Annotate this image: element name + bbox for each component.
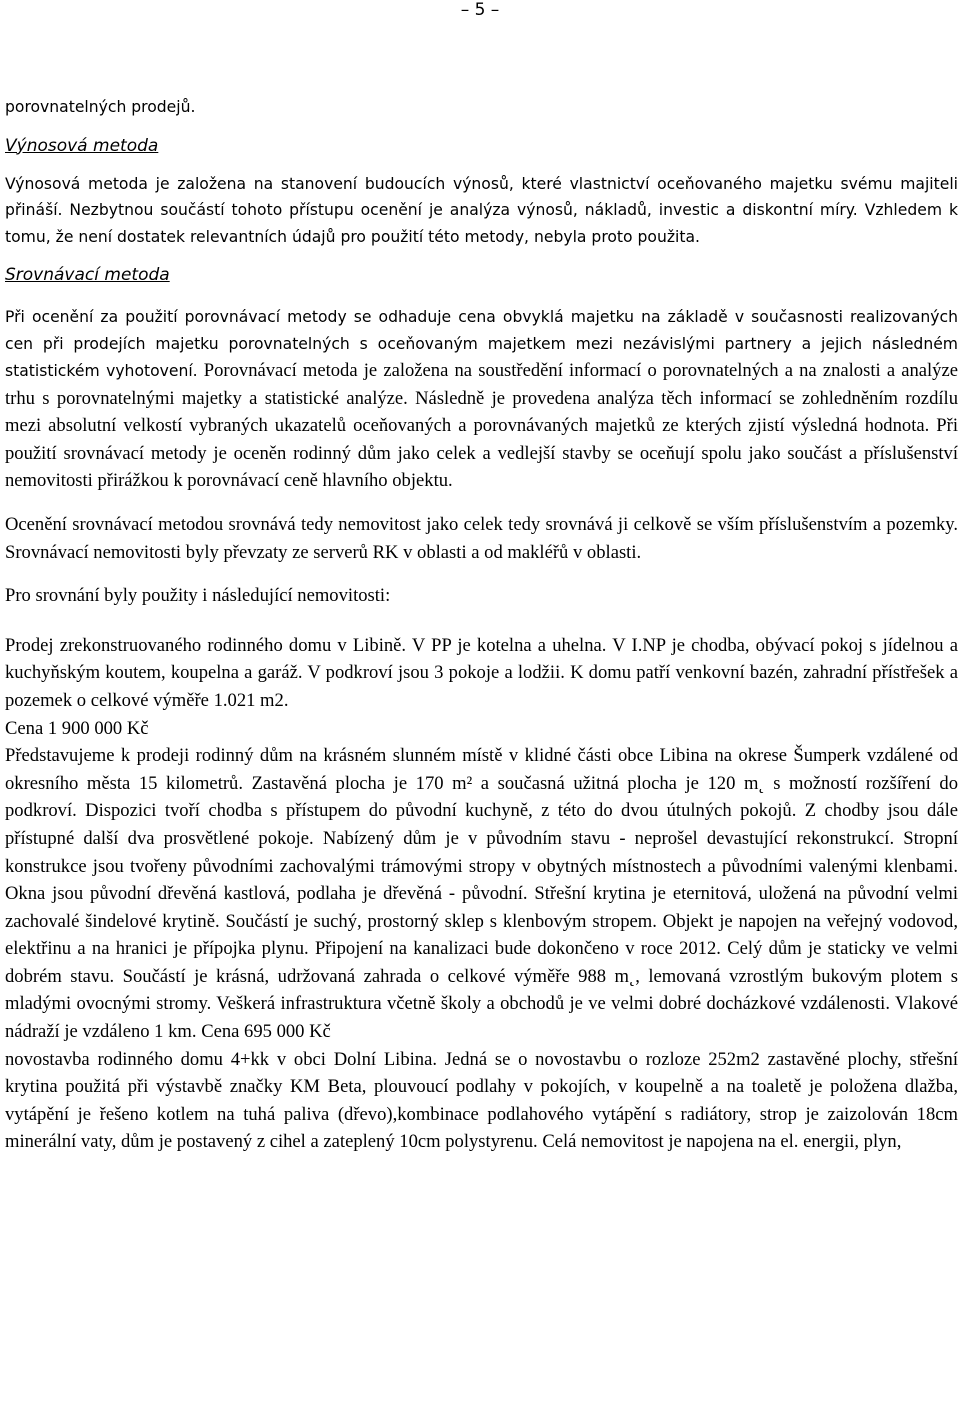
comparative-method-paragraph [5, 304, 958, 495]
income-method-heading: Výnosová metoda [5, 135, 159, 156]
comparison-intro: Pro srovnání byly použity i následující nemovitosti: [5, 585, 391, 607]
spacer [5, 288, 958, 304]
document-body [5, 94, 958, 1156]
spacer [5, 121, 958, 133]
property-2-text: Představujeme k prodeji rodinný dům na krásném slunném místě v klidné části obce Libina na okrese Šumperk vzdálené od okresního města 15 kilometrů. Zastavěná plocha je 170 m² a současná užitná plocha je 120 m˛ s možností rozšíření do podkroví. Dispozici tvoří chodba s přístupem do původní kuchyně, z této do dvou útulných pokojů. Z chodby jsou dále přístupné další dva prosvětlené pokoje. Nabízený dům je v původním stavu - neprošel devastující rekonstrukcí. Stropní konstrukce jsou tvořeny původními zachovalými trámovými stropy v obytných místnostech a původními valenými klenbami. Okna jsou původní dřevěná kastlová, podlaha je dřevěná - původní. Střešní krytina je eternitová, uložená na původní velmi zachovalé šindelové krytině. Součástí je suchý, prostorný sklep s klenbovým stropem. Objekt je napojen na veřejný vodovod, elektřinu a na hranici je přípojka plynu. Připojení na kanalizaci bude dokončeno v roce 2012. Celý dům je staticky ve velmi dobrém stavu. Součástí je krásná, udržovaná zahrada o celkové výměře 988 m˛, lemovaná vzrostlým bukovým plotem s mladými ovocnými stromy. Veškerá infrastruktura včetně školy a obchodů je ve velmi dobré docházkové vzdálenosti. Vlakové nádraží je vzdáleno 1 km. Cena 695 000 Kč [5, 745, 958, 1043]
property-3-text: novostavba rodinného domu 4+kk v obci Dolní Libina. Jedná se o novostavbu o rozloze 252m2 zastavěné plochy, střešní krytina použitá při výstavbě značky KM Beta, plouvoucí podlahy v pokojích, v koupelně a na toaletě je položena dlažba, vytápění je řešeno kotlem na tuhá paliva (dřevo),kombinace podlahového vytápění s radiátory, strop je zaizolován 18cm minerální vaty, dům je postavený z cihel a zateplený 10cm polystyrenu. Celá nemovitost je napojena na el. energii, plyn, [5, 1048, 958, 1153]
spacer [5, 250, 958, 262]
income-method-text: Výnosová metoda je založena na stanovení budoucích výnosů, které vlastnictví oceňovaného majetku svému majiteli přináší. Nezbytnou součástí tohoto přístupu ocenění je analýza výnosů, nákladů, investic a diskontní míry. Vzhledem k tomu, že není dostatek relevantních údajů pro použití této metody, nebyla proto použita. [5, 174, 958, 246]
comparative-method-heading: Srovnávací metoda [5, 265, 170, 285]
intro-continuation: porovnatelných prodejů. [5, 98, 196, 116]
comparative-method-text-serif: Porovnávací metoda je založena na soustředění informací o porovnatelných a na znalosti a analýze trhu s porovnatelnými majetky a statistické analýze. Následně je provedena analýza těch informací se zohledněním rozdílu mezi absolutní velkostí vybraných ukazatelů oceňovaných a porovnávaných majetků ze kterých zjistí výsledná hodnota. Při použití srovnávací metody je oceněn rodinný dům jako celek a vedlejší stavby se oceňují spolu jako součást a příslušenství nemovitosti přirážkou k porovnávací ceně hlavního objektu. [5, 360, 958, 492]
spacer [5, 610, 958, 632]
spacer [5, 495, 958, 511]
spacer [5, 566, 958, 582]
page-number: – 5 – [460, 0, 500, 20]
summary-paragraph: Ocenění srovnávací metodou srovnává tedy nemovitost jako celek tedy srovnává ji celkově se vším příslušenstvím a pozemky. Srovnávací nemovitosti byly převzaty ze serverů RK v oblasti a od makléřů v oblasti. [5, 513, 958, 563]
spacer [5, 159, 958, 171]
property-1-price: Cena 1 900 000 Kč [5, 717, 149, 739]
comparative-method-text-sans: Při ocenění za použití porovnávací metody se odhaduje cena obvyklá majetku na základě v současnosti realizovaných cen při prodejích majetku porovnatelných s oceňovaným majetkem mezi nezávislými partnery a jejich následném statistickém vyhotovení. [5, 308, 958, 380]
property-1-text: Prodej zrekonstruovaného rodinného domu v Libině. V PP je kotelna a uhelna. V I.NP je chodba, obývací pokoj s jídelnou a kuchyňským koutem, koupelna a garáž. V podkroví jsou 3 pokoje a lodžii. K domu patří venkovní bazén, zahradní přístřešek a pozemek o celkové výměře 1.021 m2. [5, 634, 958, 711]
